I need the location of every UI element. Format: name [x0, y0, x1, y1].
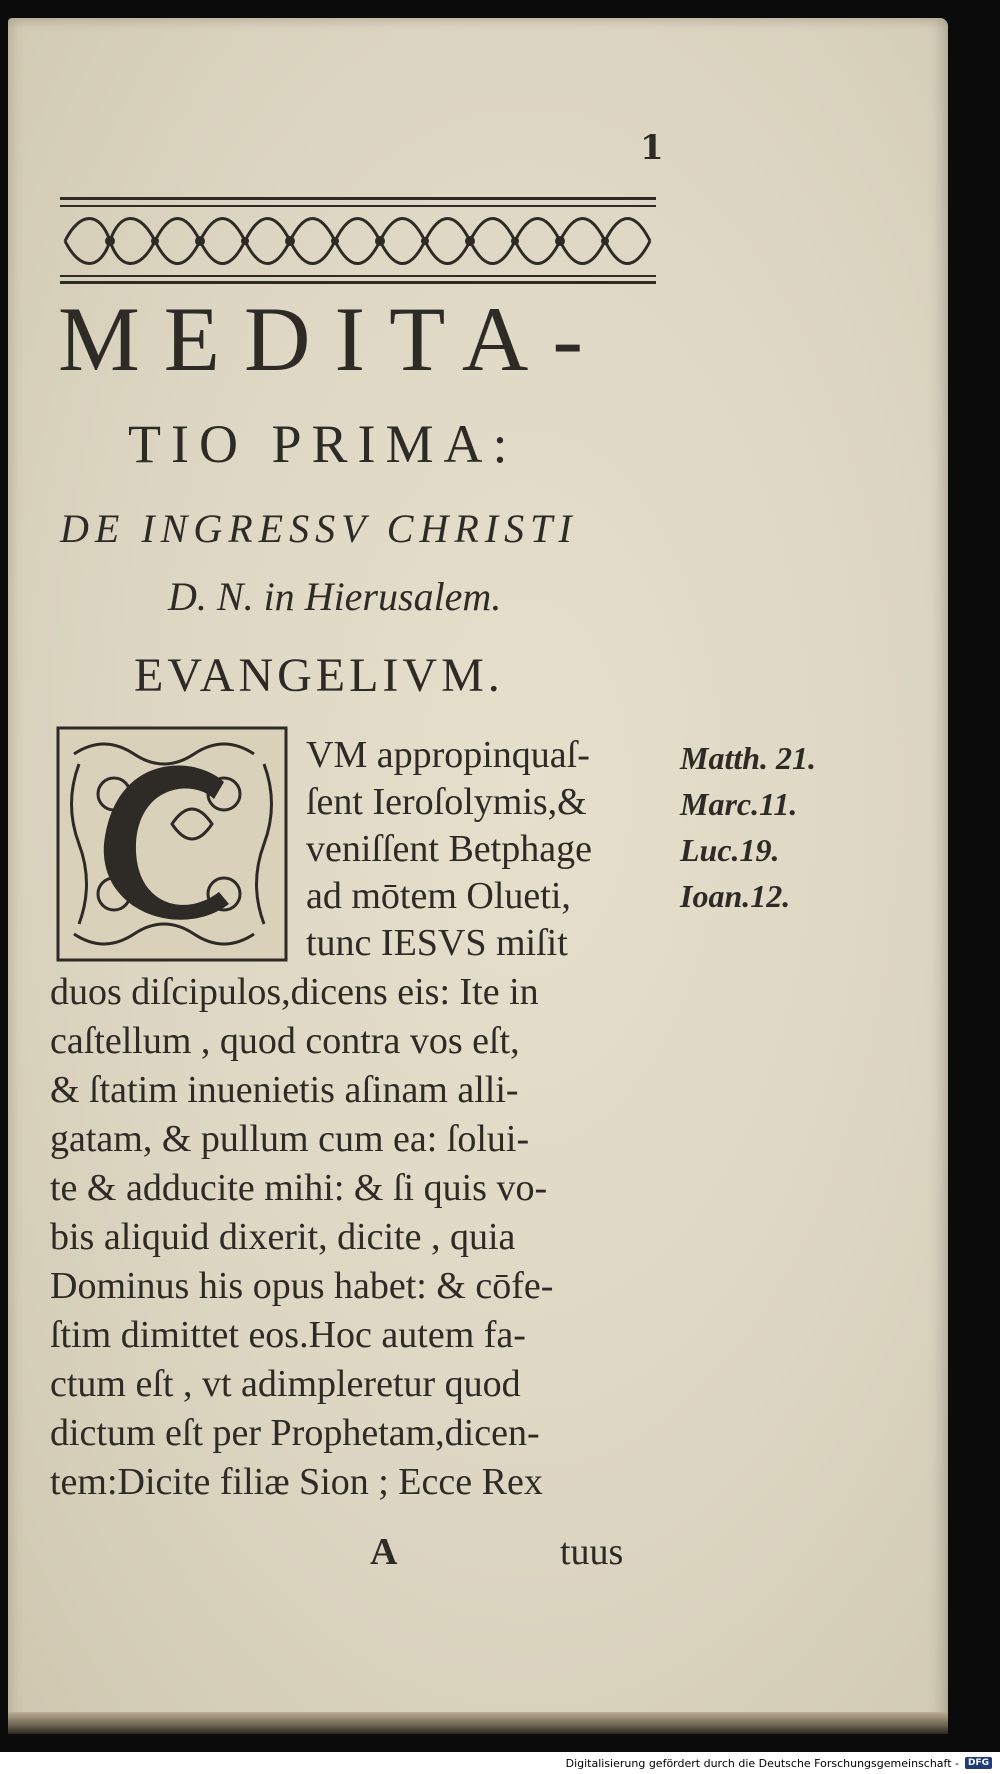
body-line: ctum eſt , vt adimpleretur quod	[50, 1363, 521, 1405]
body-line: tunc IESVS miſit	[306, 922, 568, 964]
body-line: bis aliquid dixerit, dicite , quia	[50, 1216, 516, 1258]
page-edge	[8, 1712, 948, 1734]
body-line: dictum eſt per Prophetam,dicen-	[50, 1412, 540, 1454]
body-line: duos diſcipulos,dicens eis: Ite in	[50, 971, 539, 1013]
title-line-2: TIO PRIMA:	[128, 414, 518, 474]
section-heading: EVANGELIVM.	[134, 649, 504, 702]
dfg-logo: DFG	[965, 1757, 992, 1769]
title-line-1: MEDITA-	[58, 288, 607, 390]
body-line: ad mōtem Olueti,	[306, 875, 571, 917]
catchword: tuus	[560, 1531, 624, 1573]
body-line: gatam, & pullum cum ea: ſolui-	[50, 1118, 530, 1160]
ornamental-headpiece	[60, 191, 656, 291]
body-line: tem:Dicite filiæ Sion ; Ecce Rex	[50, 1461, 543, 1503]
marginal-ref: Matth. 21.	[680, 740, 817, 776]
body-line: caſtellum , quod contra vos eſt,	[50, 1020, 520, 1062]
signature-mark: A	[370, 1531, 398, 1573]
subtitle-line-1: DE INGRESSV CHRISTI	[60, 506, 578, 551]
book-page	[8, 18, 948, 1730]
marginal-ref: Luc.19.	[680, 832, 780, 868]
body-line: veniſſent Betphage	[306, 828, 592, 870]
body-line: Dominus his opus habet: & cōfe-	[50, 1265, 554, 1307]
page-number: 1	[640, 128, 664, 168]
body-line: VM appropinquaſ-	[306, 734, 590, 776]
body-line: ſent Ieroſolymis,&	[306, 781, 587, 823]
marginal-ref: Ioan.12.	[680, 878, 791, 914]
digitization-footer	[0, 1752, 1000, 1774]
subtitle-line-2: D. N. in Hierusalem.	[168, 574, 502, 619]
marginal-ref: Marc.11.	[680, 786, 798, 822]
footer-text: Digitalisierung gefördert durch die Deutsche Forschungsgemeinschaft -	[565, 1756, 959, 1770]
body-line: ſtim dimittet eos.Hoc autem fa-	[50, 1314, 526, 1356]
body-line: te & adducite mihi: & ſi quis vo-	[50, 1167, 548, 1209]
body-line: & ſtatim inuenietis aſinam alli-	[50, 1069, 519, 1111]
decorated-initial-c	[54, 724, 290, 964]
